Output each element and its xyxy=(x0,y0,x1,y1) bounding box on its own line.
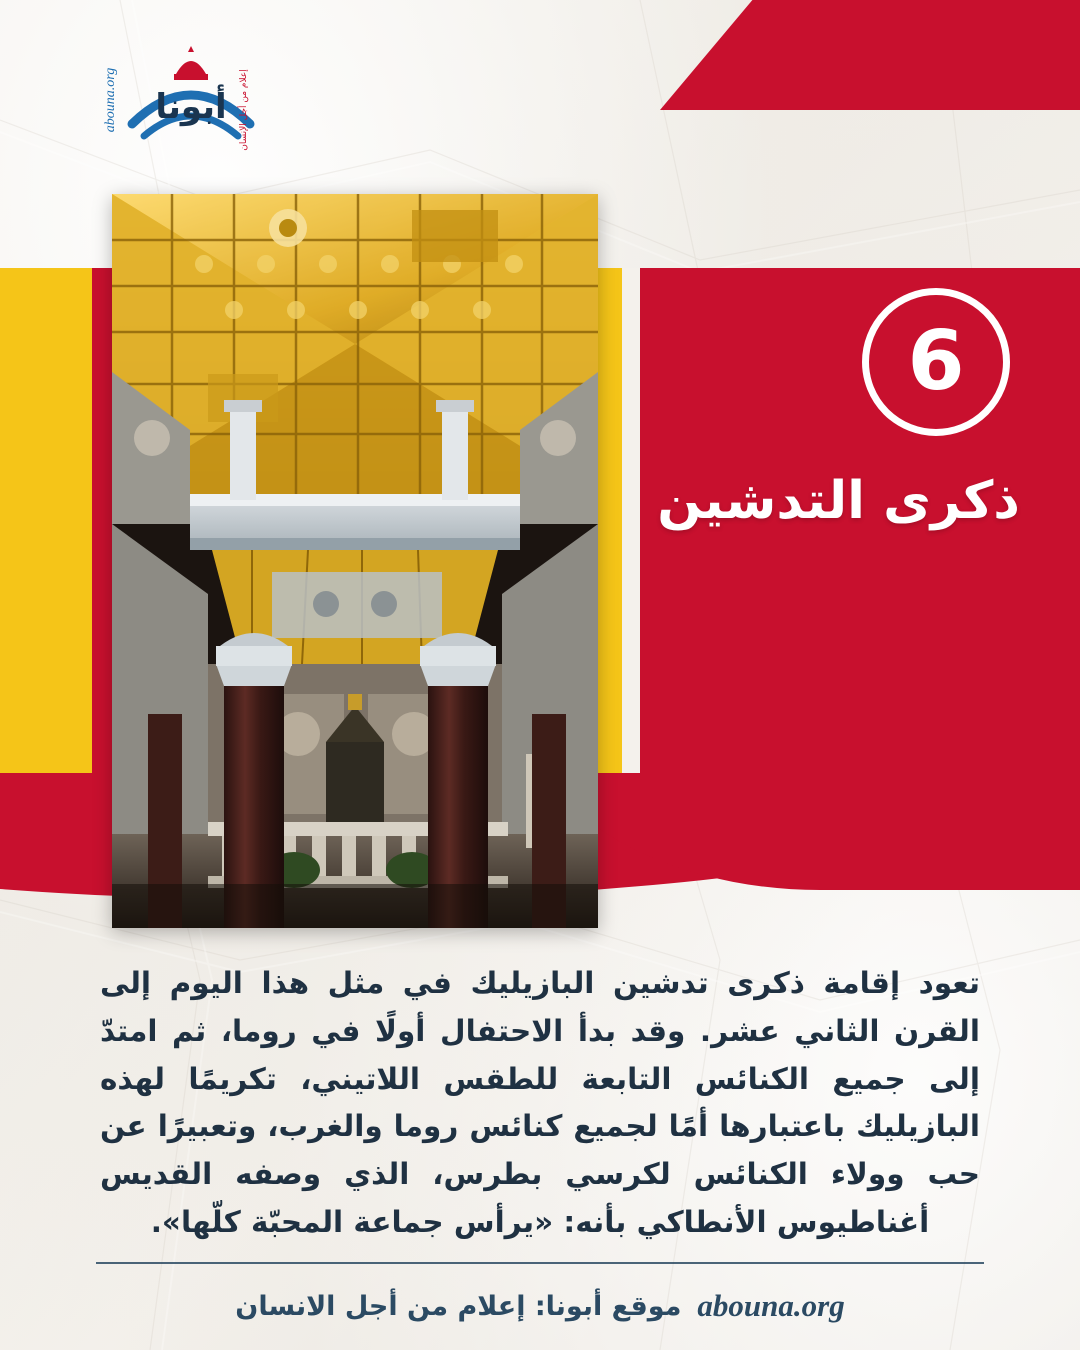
step-number-badge xyxy=(862,288,1010,436)
dome-icon xyxy=(174,46,208,80)
step-number: 6 xyxy=(907,314,965,409)
svg-text:abouna.org: abouna.org xyxy=(103,67,118,133)
decor-yellow-left xyxy=(0,268,92,773)
footer xyxy=(96,1282,984,1330)
footer-site-link[interactable]: abouna.org xyxy=(697,1288,845,1323)
basilica-photo xyxy=(112,194,598,928)
decor-red-top-right xyxy=(660,0,1080,110)
footer-divider xyxy=(96,1262,984,1264)
abouna-logo[interactable] xyxy=(96,40,286,158)
svg-text:إعلام من أجل الإنسان: إعلام من أجل الإنسان xyxy=(239,69,249,151)
body-paragraph: تعود إقامة ذكرى تدشين البازيليك في مثل هذا اليوم إلى القرن الثاني عشر. وقد بدأ الاحتفال أولًا في روما، ثم امتدّ إلى جميع الكنائس التابعة للطقس اللاتيني، تكريمًا لهذه البازيليك باعتبارها أمًا لجميع كنائس روما والغرب، وتعبيرًا عن حب وولاء الكنائس لكرسي بطرس، الذي وصفه القديس أغناطيوس الأنطاكي بأنه: «يرأس جماعة المحبّة كلّها». xyxy=(100,966,980,1239)
svg-text:أبونا: أبونا xyxy=(155,87,227,127)
page-title: ذكرى التدشين xyxy=(657,471,1020,531)
footer-tagline: موقع أبونا: إعلام من أجل الانسان xyxy=(235,1290,682,1322)
